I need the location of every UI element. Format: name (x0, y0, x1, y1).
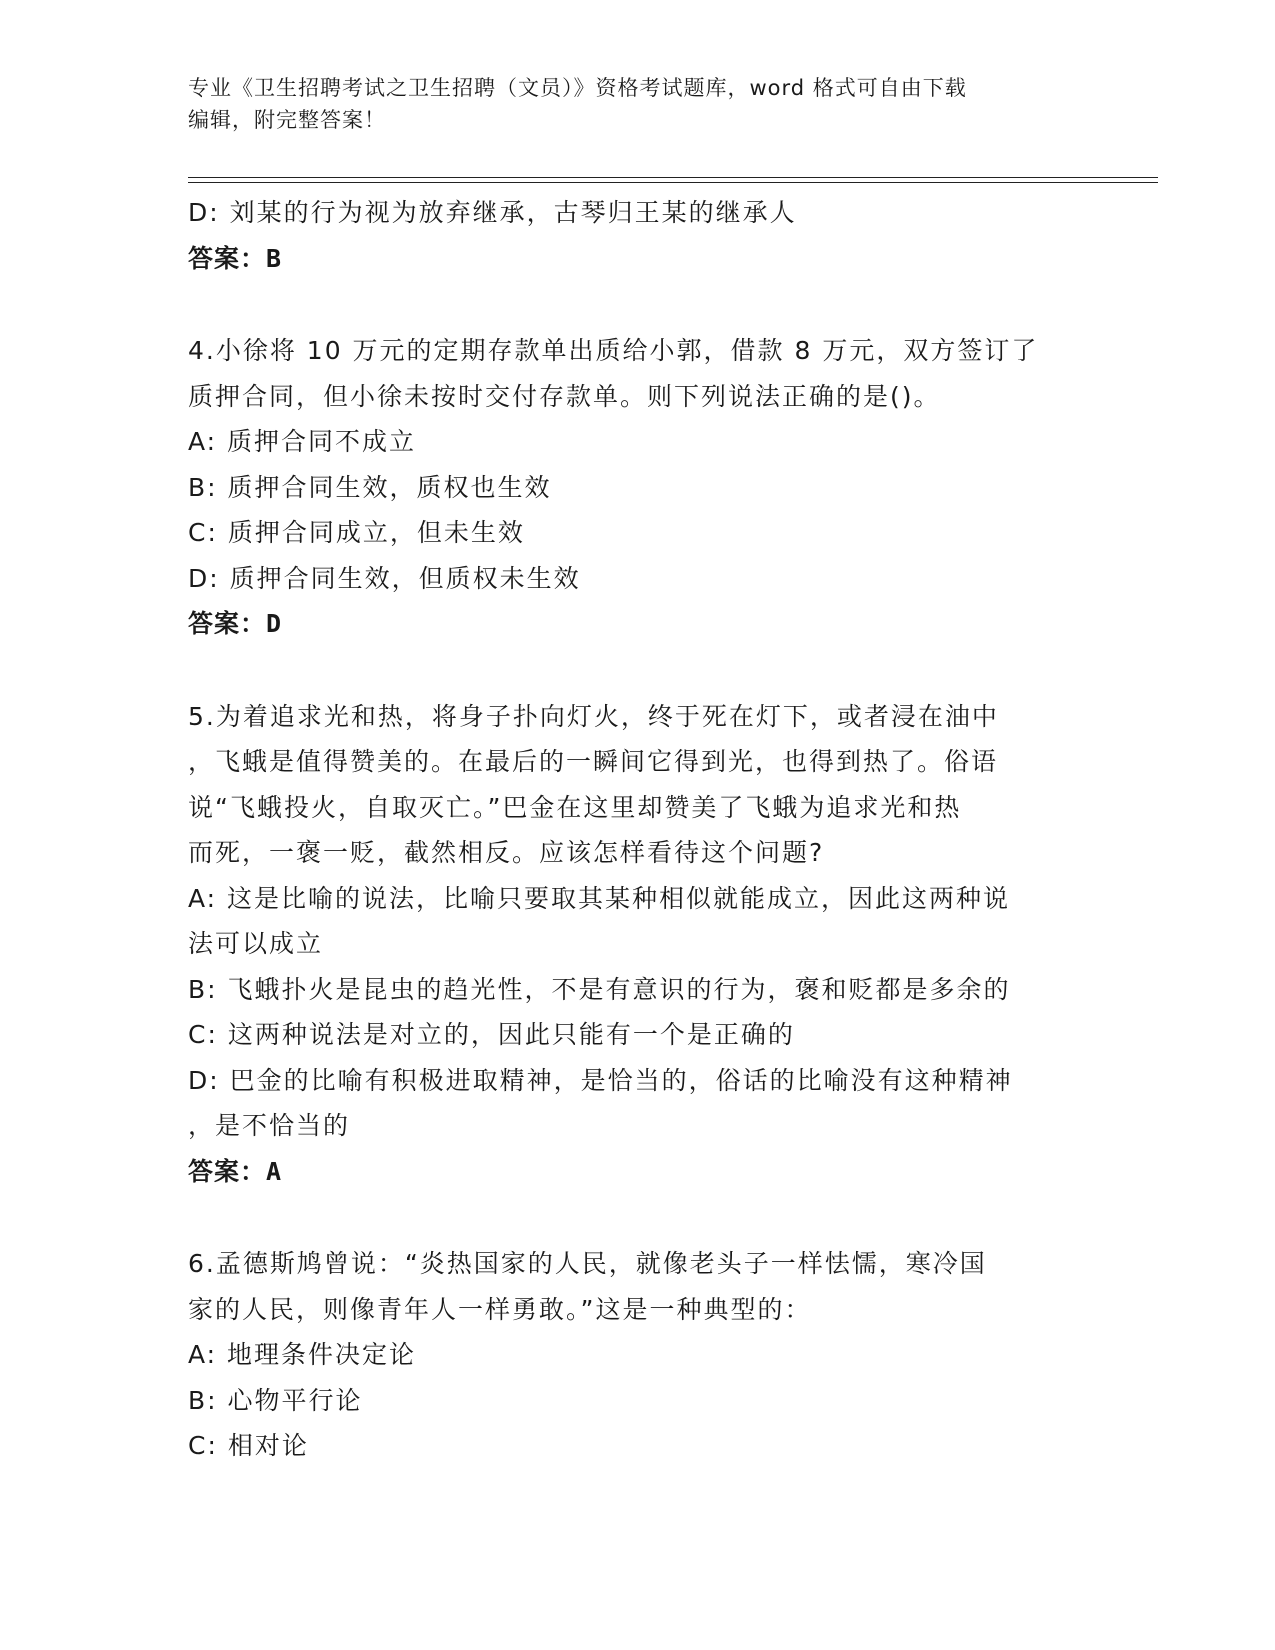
option-c: C: 质押合同成立，但未生效 (188, 518, 525, 547)
option-a: A: 这是比喻的说法，比喻只要取其某种相似就能成立，因此这两种说 (188, 883, 1011, 913)
question-stem: 5.为着追求光和热，将身子扑向灯火，终于死在灯下，或者浸在油中 (188, 701, 999, 731)
question-stem: 质押合同，但小徐未按时交付存款单。则下列说法正确的是()。 (188, 381, 941, 411)
question-3-tail (188, 190, 1088, 281)
option-a: A: 地理条件决定论 (188, 1340, 417, 1369)
answer-line: 答案：D (188, 609, 283, 638)
header-divider-top (188, 177, 1158, 178)
answer-line: 答案：A (188, 1156, 283, 1186)
header-divider-bottom (188, 182, 1158, 183)
option-d: D: 质押合同生效，但质权未生效 (188, 563, 581, 593)
question-stem: 家的人民，则像青年人一样勇敢。”这是一种典型的： (188, 1294, 812, 1324)
spacer (188, 647, 1088, 694)
question-6 (188, 1241, 1088, 1469)
option-d-continued: ，是不恰当的 (188, 1111, 351, 1140)
question-stem: 4.小徐将 10 万元的定期存款单出质给小郭，借款 8 万元，双方签订了 (188, 336, 1039, 365)
option-b: B: 飞蛾扑火是昆虫的趋光性，不是有意识的行为，褒和贬都是多余的 (188, 974, 1011, 1004)
question-4 (188, 328, 1088, 647)
question-stem: ，飞蛾是值得赞美的。在最后的一瞬间它得到光，也得到热了。俗语 (188, 747, 999, 776)
header-line-1: 专业《卫生招聘考试之卫生招聘（文员）》资格考试题库，word 格式可自由下载 (188, 76, 967, 100)
option-a-continued: 法可以成立 (188, 929, 324, 958)
document-body (188, 190, 1088, 1469)
answer-line: 答案：B (188, 243, 283, 273)
header-line-2: 编辑，附完整答案！ (188, 108, 386, 132)
question-stem: 6.孟德斯鸠曾说：“炎热国家的人民，就像老头子一样怯懦，寒冷国 (188, 1249, 987, 1278)
question-stem: 说“飞蛾投火，自取灭亡。”巴金在这里却赞美了飞蛾为追求光和热 (188, 792, 962, 822)
question-stem: 而死，一褒一贬，截然相反。应该怎样看待这个问题? (188, 838, 825, 867)
option-c: C: 这两种说法是对立的，因此只能有一个是正确的 (188, 1020, 795, 1049)
option-b: B: 心物平行论 (188, 1385, 363, 1415)
option-c: C: 相对论 (188, 1431, 309, 1460)
question-5 (188, 694, 1088, 1195)
spacer (188, 281, 1088, 328)
spacer (188, 1194, 1088, 1241)
option-d: D: 刘某的行为视为放弃继承，古琴归王某的继承人 (188, 198, 797, 227)
option-b: B: 质押合同生效，质权也生效 (188, 472, 552, 502)
document-header (188, 72, 1088, 136)
option-a: A: 质押合同不成立 (188, 427, 417, 456)
option-d: D: 巴金的比喻有积极进取精神，是恰当的，俗话的比喻没有这种精神 (188, 1065, 1013, 1095)
